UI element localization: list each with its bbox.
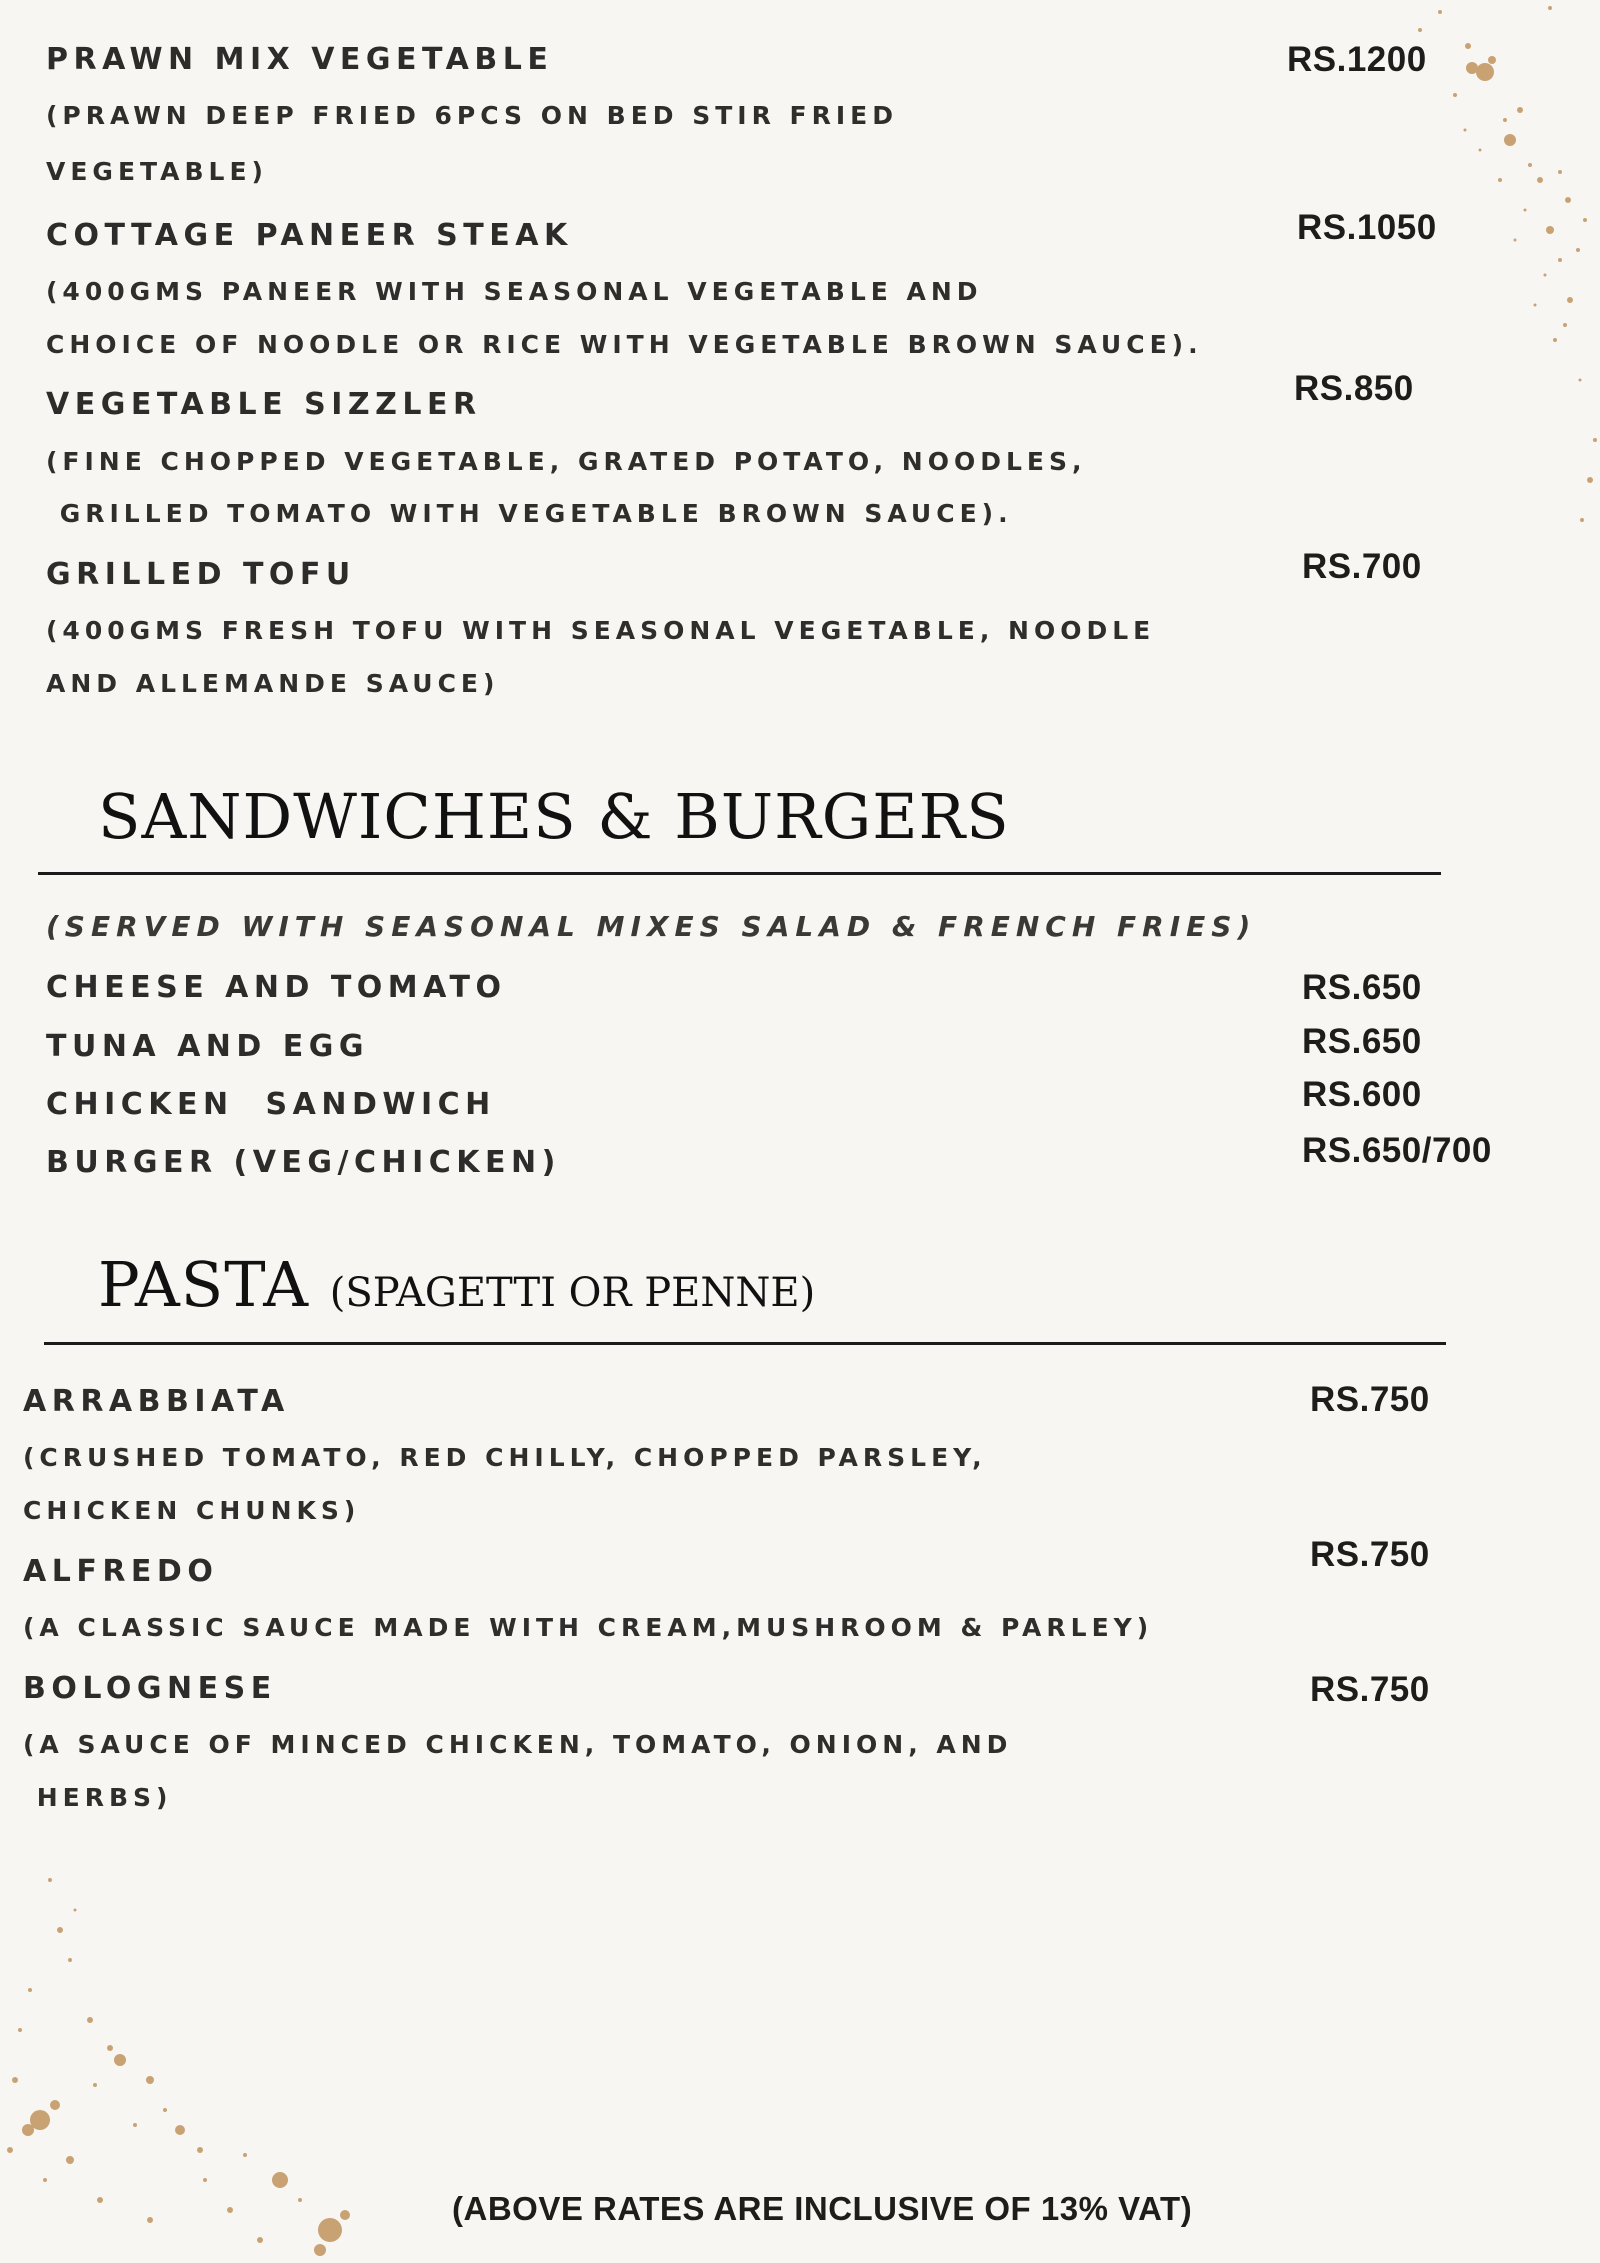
section-title-sandwiches-burgers: SANDWICHES & BURGERS	[98, 780, 1010, 853]
item-name-prawn-mix-vegetable: PRAWN MIX VEGETABLE	[46, 42, 554, 77]
gold-splatter-decoration-bottom	[0, 1820, 420, 2263]
section-divider	[38, 872, 1441, 875]
item-price-grilled-tofu: RS.700	[1302, 547, 1422, 586]
item-desc-grilled-tofu-line1: (400GMS FRESH TOFU WITH SEASONAL VEGETABLE, NOODLE	[46, 616, 1156, 645]
item-name-arrabbiata: ARRABBIATA	[23, 1384, 290, 1419]
item-desc-alfredo-line1: (A CLASSIC SAUCE MADE WITH CREAM,MUSHROOM & PARLEY)	[23, 1613, 1154, 1642]
gold-splatter-decoration-top	[1240, 0, 1600, 560]
item-name-cheese-and-tomato: CHEESE AND TOMATO	[46, 970, 507, 1005]
item-price-cheese-and-tomato: RS.650	[1302, 968, 1422, 1007]
item-name-vegetable-sizzler: VEGETABLE SIZZLER	[46, 387, 482, 422]
item-desc-vegetable-sizzler-line2: GRILLED TOMATO WITH VEGETABLE BROWN SAUCE).	[46, 499, 1013, 528]
item-name-burger: BURGER (VEG/CHICKEN)	[46, 1145, 561, 1180]
item-name-alfredo: ALFREDO	[23, 1554, 219, 1589]
pasta-subtitle: (SPAGETTI OR PENNE)	[329, 1270, 816, 1316]
footer-vat-note: (ABOVE RATES ARE INCLUSIVE OF 13% VAT)	[452, 2190, 1193, 2227]
item-desc-arrabbiata-line2: CHICKEN CHUNKS)	[23, 1496, 361, 1525]
item-desc-bolognese-line1: (A SAUCE OF MINCED CHICKEN, TOMATO, ONION, AND	[23, 1730, 1013, 1759]
item-desc-arrabbiata-line1: (CRUSHED TOMATO, RED CHILLY, CHOPPED PARSLEY,	[23, 1443, 987, 1472]
section-title-pasta	[98, 1248, 815, 1321]
item-name-tuna-and-egg: TUNA AND EGG	[46, 1029, 370, 1064]
pasta-title: PASTA	[98, 1248, 310, 1321]
item-name-grilled-tofu: GRILLED TOFU	[46, 557, 356, 592]
item-price-prawn-mix-vegetable: RS.1200	[1287, 40, 1427, 79]
section-note-served-with: (SERVED WITH SEASONAL MIXES SALAD & FRENCH FRIES)	[46, 910, 1257, 943]
item-price-alfredo: RS.750	[1310, 1535, 1430, 1574]
item-desc-vegetable-sizzler-line1: (FINE CHOPPED VEGETABLE, GRATED POTATO, NOODLES,	[46, 447, 1087, 476]
item-desc-grilled-tofu-line2: AND ALLEMANDE SAUCE)	[46, 669, 500, 698]
item-price-arrabbiata: RS.750	[1310, 1380, 1430, 1419]
item-name-bolognese: BOLOGNESE	[23, 1671, 277, 1706]
item-price-cottage-paneer-steak: RS.1050	[1297, 208, 1437, 247]
item-price-burger: RS.650/700	[1302, 1131, 1492, 1170]
section-divider	[44, 1342, 1446, 1345]
item-desc-bolognese-line2: HERBS)	[23, 1783, 173, 1812]
item-desc-prawn-mix-vegetable-line1: (PRAWN DEEP FRIED 6PCS ON BED STIR FRIED	[46, 101, 899, 130]
item-price-chicken-sandwich: RS.600	[1302, 1075, 1422, 1114]
item-name-cottage-paneer-steak: COTTAGE PANEER STEAK	[46, 218, 573, 253]
item-desc-cottage-paneer-steak-line1: (400GMS PANEER WITH SEASONAL VEGETABLE AND	[46, 277, 983, 306]
item-desc-prawn-mix-vegetable-line2: VEGETABLE)	[46, 157, 268, 186]
item-price-vegetable-sizzler: RS.850	[1294, 369, 1414, 408]
item-desc-cottage-paneer-steak-line2: CHOICE OF NOODLE OR RICE WITH VEGETABLE BROWN SAUCE).	[46, 330, 1203, 359]
item-price-bolognese: RS.750	[1310, 1670, 1430, 1709]
item-name-chicken-sandwich: CHICKEN SANDWICH	[46, 1087, 496, 1122]
item-price-tuna-and-egg: RS.650	[1302, 1022, 1422, 1061]
